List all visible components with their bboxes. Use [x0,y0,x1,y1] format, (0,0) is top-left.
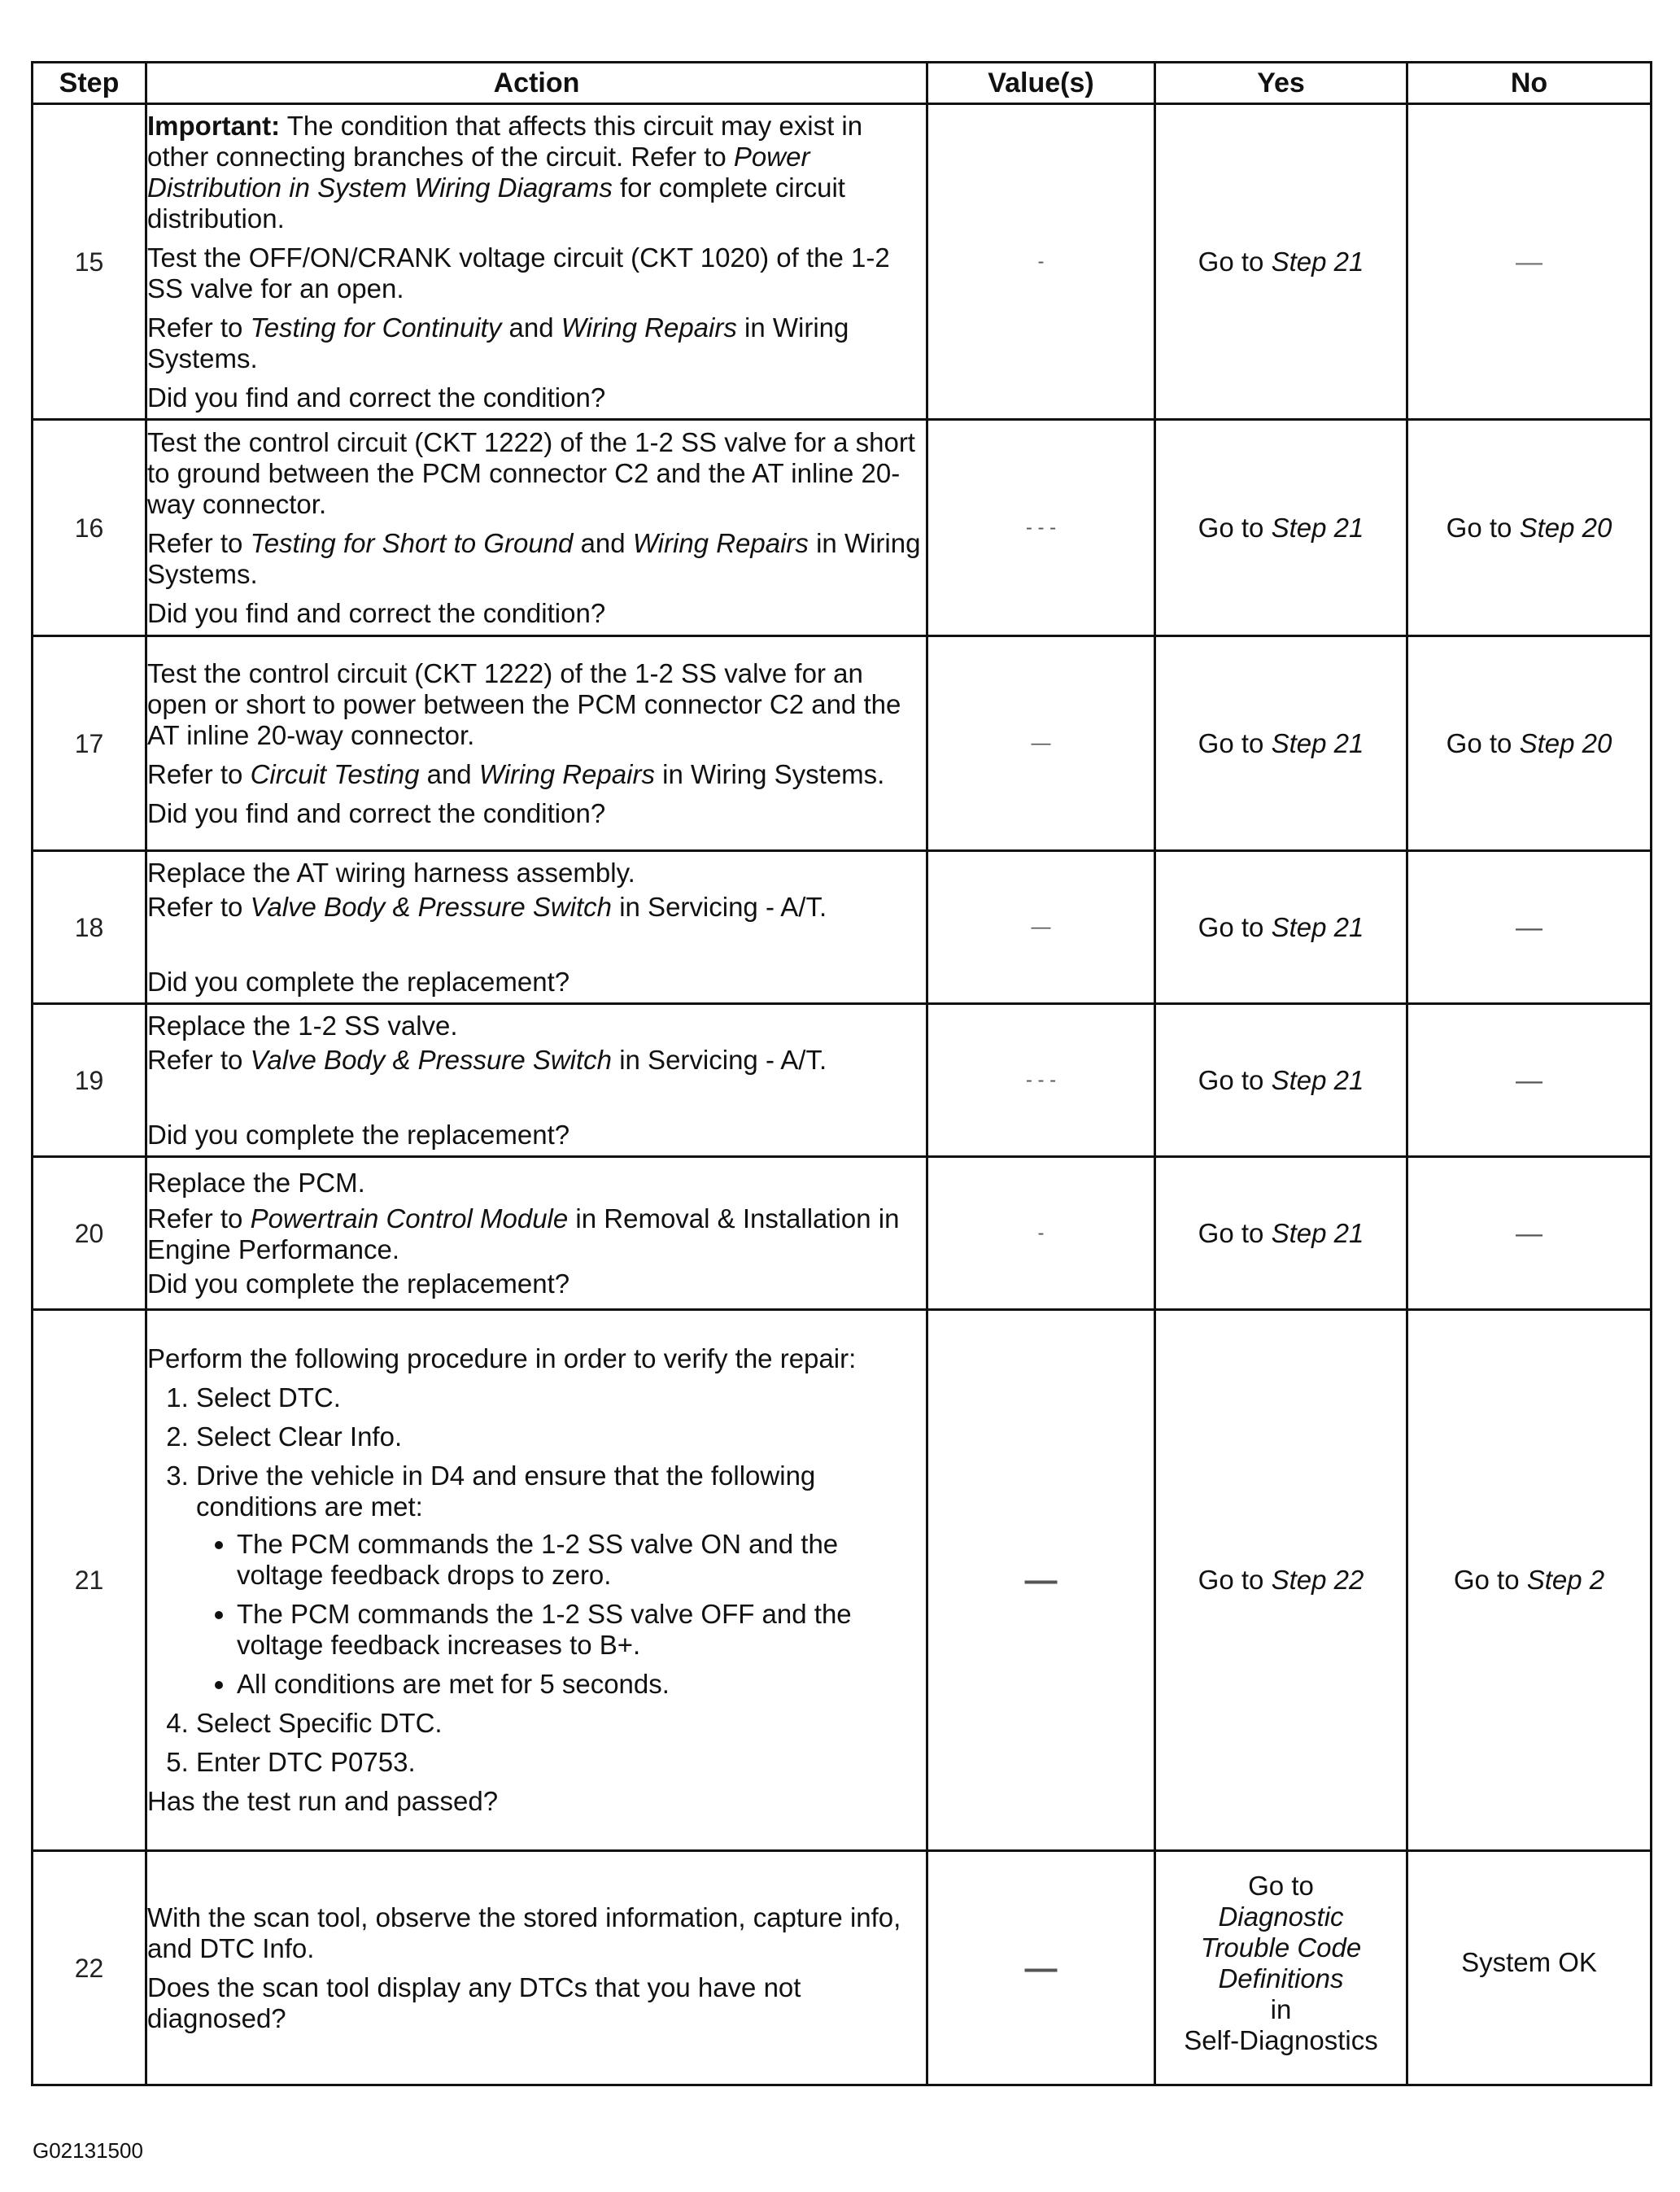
action-text: Test the control circuit (CKT 1222) of the 1-2 SS valve for an open or short to power between the PCM connector C2 and the AT inline 20-way connector. [147,657,901,750]
reference-text [147,892,926,923]
question-text: Has the test run and passed? [147,1786,499,1816]
no-cell [1407,420,1652,636]
table-header-row [33,63,1652,104]
header-values: Value(s) [927,63,1155,104]
step-number: 17 [33,636,146,851]
no-cell: — [1407,1004,1652,1157]
yes-step-link: Step 21 [1271,1064,1364,1095]
action-cell [146,636,927,851]
refer-suffix: in Wiring Systems. [654,758,885,789]
no-prefix: Go to [1446,727,1520,758]
reference-link-1: Circuit Testing [250,758,420,789]
reference-link-1: Testing for Short to Ground [250,527,574,558]
action-text: Test the control circuit (CKT 1222) of the 1-2 SS valve for a short to ground between the PCM connector C2 and the AT inline 20-way connector. [147,426,915,519]
yes-step-link: Step 21 [1271,911,1364,942]
table-row-step-17 [33,636,1652,851]
refer-suffix: in Wiring Systems. [147,527,921,589]
yes-prefix: Go to [1198,512,1272,543]
list-item: • All conditions are met for 5 seconds. [237,1669,926,1700]
yes-cell [1155,636,1407,851]
reference-text [147,1203,926,1265]
diagnostic-steps-table [31,61,1652,2086]
action-cell [146,1157,927,1310]
value-cell: — [927,851,1155,1004]
value-cell: - [927,1157,1155,1310]
reference-link-1: Valve Body & Pressure Switch [250,891,613,922]
refer-suffix: in Servicing - A/T. [612,891,827,922]
value-cell: — [927,636,1155,851]
refer-and: and [573,527,633,558]
table-row-step-19 [33,1004,1652,1157]
action-text: Replace the 1-2 SS valve. [147,1010,458,1041]
yes-cell [1155,1157,1407,1310]
list-item: • The PCM commands the 1-2 SS valve OFF and the voltage feedback increases to B+. [237,1599,926,1661]
reference-link-2: Wiring Repairs [561,312,737,343]
important-label: Important: [147,110,281,141]
yes-cell [1155,104,1407,420]
yes-cell [1155,1310,1407,1851]
no-cell: System OK [1407,1851,1652,2085]
list-item: 4. Select Specific DTC. [196,1708,926,1739]
question-text: Does the scan tool display any DTCs that you have not diagnosed? [147,1971,801,2033]
important-reference: Power Distribution in System Wiring Diagrams [147,141,810,203]
header-action: Action [146,63,927,104]
yes-reference-link: Diagnostic Trouble Code Definitions [1200,1901,1362,1993]
table-row-step-21 [33,1310,1652,1851]
table-row-step-18 [33,851,1652,1004]
value-cell: - - - [927,420,1155,636]
yes-step-link: Step 21 [1271,512,1364,543]
list-item: 1. Select DTC. [196,1382,926,1413]
no-step-link: Step 20 [1519,727,1612,758]
question-text: Did you find and correct the condition? [147,597,606,628]
reference-link-1: Powertrain Control Module [250,1203,569,1234]
action-cell [146,104,927,420]
question-text: Did you complete the replacement? [147,1119,570,1150]
action-text: Test the OFF/ON/CRANK voltage circuit (CKT 1020) of the 1-2 SS valve for an open. [147,242,890,303]
action-cell [146,420,927,636]
action-cell [146,1004,927,1157]
step-number: 19 [33,1004,146,1157]
step-number: 18 [33,851,146,1004]
table-row-step-22 [33,1851,1652,2085]
reference-link-1: Valve Body & Pressure Switch [250,1044,613,1075]
refer-suffix: in Servicing - A/T. [612,1044,827,1075]
list-item: • The PCM commands the 1-2 SS valve ON and the voltage feedback drops to zero. [237,1529,926,1591]
question-text: Did you find and correct the condition? [147,797,606,828]
header-yes: Yes [1155,63,1407,104]
list-item-text: Drive the vehicle in D4 and ensure that the following conditions are met: [196,1461,816,1522]
diagnostic-table-sheet [31,61,1650,2086]
reference-text [147,312,926,374]
yes-step-link: Step 21 [1271,727,1364,758]
no-prefix: Go to [1453,1565,1527,1595]
yes-cell [1155,1004,1407,1157]
table-row-step-15 [33,104,1652,420]
action-cell [146,1310,927,1851]
action-text: Replace the AT wiring harness assembly. [147,857,635,888]
list-item: 5. Enter DTC P0753. [196,1747,926,1778]
yes-cell [1155,851,1407,1004]
refer-prefix: Refer to [147,312,251,343]
yes-prefix: Go to [1198,1565,1272,1595]
step-number: 16 [33,420,146,636]
step-number: 22 [33,1851,146,2085]
refer-prefix: Refer to [147,1203,251,1234]
reference-text [147,1045,926,1076]
value-cell: - - - [927,1004,1155,1157]
list-item [196,1461,926,1700]
action-cell [146,1851,927,2085]
procedure-list [147,1382,926,1778]
yes-prefix: Go to [1198,911,1272,942]
refer-suffix: in Removal & Installation in Engine Performance. [147,1203,900,1264]
list-item: 2. Select Clear Info. [196,1421,926,1452]
important-text-end: for complete circuit distribution. [147,172,845,234]
yes-cell [1155,420,1407,636]
no-cell: — [1407,1157,1652,1310]
yes-step-link: Step 22 [1271,1565,1364,1595]
refer-prefix: Refer to [147,891,251,922]
value-cell: - [927,104,1155,420]
refer-prefix: Refer to [147,527,251,558]
yes-in: in [1270,1993,1292,2024]
reference-link-2: Wiring Repairs [478,758,655,789]
no-cell [1407,636,1652,851]
reference-link-2: Wiring Repairs [632,527,809,558]
reference-text [147,759,926,790]
no-step-link: Step 2 [1526,1565,1605,1595]
action-intro: Perform the following procedure in order to verify the repair: [147,1343,857,1373]
value-cell: — [927,1310,1155,1851]
refer-suffix: in Wiring Systems. [147,312,849,373]
yes-prefix: Go to [1198,246,1272,277]
refer-and: and [419,758,479,789]
yes-prefix: Go to [1198,1217,1272,1248]
no-cell [1407,1310,1652,1851]
yes-prefix: Go to [1198,727,1272,758]
value-cell: — [927,1851,1155,2085]
step-number: 20 [33,1157,146,1310]
important-note [147,111,926,234]
no-step-link: Step 20 [1519,512,1612,543]
step-number: 15 [33,104,146,420]
header-step: Step [33,63,146,104]
question-text: Did you complete the replacement? [147,966,570,997]
conditions-list [196,1529,926,1700]
yes-reference [1156,1902,1406,1994]
yes-go-to: Go to [1248,1870,1314,1901]
no-prefix: Go to [1446,512,1520,543]
refer-and: and [501,312,561,343]
no-cell: — [1407,851,1652,1004]
refer-prefix: Refer to [147,1044,251,1075]
question-text: Did you find and correct the condition? [147,382,606,413]
important-text: The condition that affects this circuit may exist in other connecting branches of the circuit. Refer to [147,110,863,172]
yes-step-link: Step 21 [1271,246,1364,277]
yes-cell [1155,1851,1407,2085]
yes-prefix: Go to [1198,1064,1272,1095]
yes-section: Self-Diagnostics [1184,2024,1378,2055]
table-row-step-16 [33,420,1652,636]
no-cell: — [1407,104,1652,420]
step-number: 21 [33,1310,146,1851]
action-cell [146,851,927,1004]
table-row-step-20 [33,1157,1652,1310]
figure-id: G02131500 [33,2138,143,2163]
refer-prefix: Refer to [147,758,251,789]
reference-link-1: Testing for Continuity [250,312,502,343]
question-text: Did you complete the replacement? [147,1268,570,1299]
action-text: With the scan tool, observe the stored information, capture info, and DTC Info. [147,1902,901,1963]
reference-text [147,528,926,590]
header-no: No [1407,63,1652,104]
yes-step-link: Step 21 [1271,1217,1364,1248]
action-text: Replace the PCM. [147,1167,365,1198]
